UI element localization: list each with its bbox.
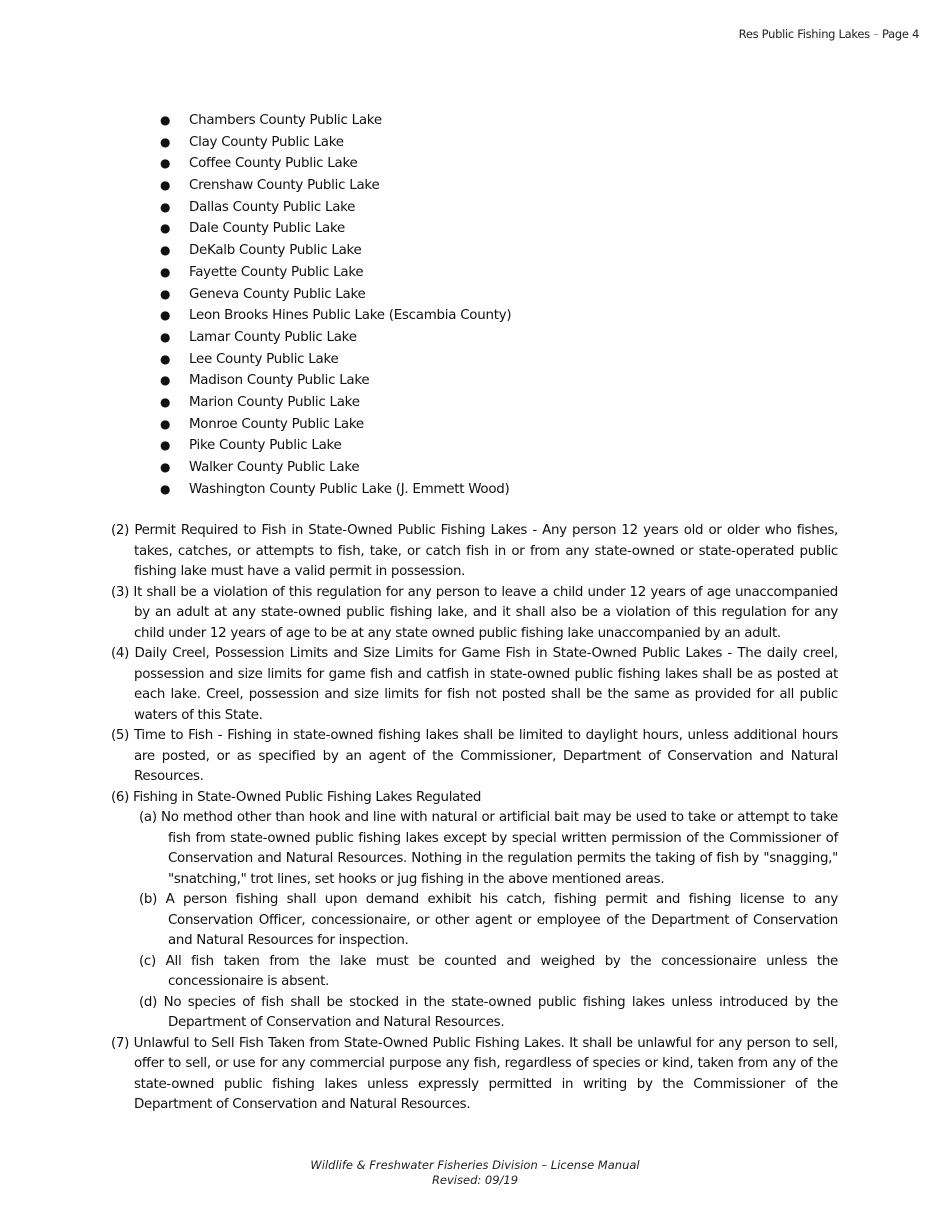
list-item [160, 262, 511, 284]
bullet-icon: ● [160, 221, 171, 236]
lake-name: Dallas County Public Lake [189, 199, 356, 215]
footer-manual-title: Wildlife & Freshwater Fisheries Division – License Manual [310, 1158, 640, 1172]
bullet-icon: ● [160, 394, 171, 409]
list-item [160, 457, 511, 479]
list-item [160, 305, 511, 327]
lake-name: Crenshaw County Public Lake [189, 178, 380, 194]
bullet-icon: ● [160, 329, 171, 344]
bullet-icon: ● [160, 351, 171, 366]
lake-name: Washington County Public Lake (J. Emmett Wood) [189, 481, 510, 497]
regulations-section [111, 521, 838, 1116]
bullet-icon: ● [160, 373, 171, 388]
rule-6b-inspection: (b) A person fishing shall upon demand exhibit his catch, fishing permit and fishing license to any Conservation Officer, concessionaire, or other agent or employee of the Department of Conservation and Natural Resources for inspection. [139, 892, 838, 948]
lake-name: Lee County Public Lake [189, 351, 339, 367]
lake-name: Monroe County Public Lake [189, 416, 364, 432]
list-item [160, 218, 511, 240]
bullet-icon: ● [160, 481, 171, 496]
lake-name: Geneva County Public Lake [189, 286, 366, 302]
list-item [160, 435, 511, 457]
lake-list [160, 110, 511, 500]
rule-5-time-to-fish: (5) Time to Fish - Fishing in state-owned fishing lakes shall be limited to daylight hours, unless additional hours are posted, or as specified by an agent of the Commissioner, Department of Conservation and Natural Resources. [111, 728, 838, 784]
header-title: Res Public Fishing Lakes [738, 27, 870, 41]
bullet-icon: ● [160, 243, 171, 258]
bullet-icon: ● [160, 308, 171, 323]
list-item [160, 175, 511, 197]
lake-name: Pike County Public Lake [189, 438, 342, 454]
list-item [160, 392, 511, 414]
rule-3-child-supervision: (3) It shall be a violation of this regulation for any person to leave a child under 12 years of age unaccompanied by an adult at any state-owned public fishing lake, and it shall also be a violation of this regulation for any child under 12 years of age to be at any state owned public fishing lake unaccompanied by an adult. [111, 584, 838, 641]
list-item [160, 240, 511, 262]
rule-2-permit-required: (2) Permit Required to Fish in State-Owned Public Fishing Lakes - Any person 12 years old or older who fishes, takes, catches, or attempts to fish, take, or catch fish in or from any state-owned or state-operated public fishing lake must have a valid permit in possession. [111, 523, 838, 579]
lake-name: Coffee County Public Lake [189, 156, 358, 172]
bullet-icon: ● [160, 134, 171, 149]
list-item [160, 153, 511, 175]
list-item [160, 197, 511, 219]
lake-name: DeKalb County Public Lake [189, 243, 362, 259]
bullet-icon: ● [160, 199, 171, 214]
bullet-icon: ● [160, 113, 171, 127]
bullet-icon: ● [160, 286, 171, 301]
rule-6d-stocking: (d) No species of fish shall be stocked in the state-owned public fishing lakes unless introduced by the Department of Conservation and Natural Resources. [139, 994, 838, 1030]
rule-4-creel-limits: (4) Daily Creel, Possession Limits and Size Limits for Game Fish in State-Owned Public Lakes - The daily creel, possession and size limits for game fish and catfish in state-owned public fishing lakes shall be as posted at each lake. Creel, possession and size limits for fish not posted shall be the same as provided for all public waters of this State. [111, 646, 838, 723]
list-item [160, 327, 511, 349]
rule-6c-counting: (c) All fish taken from the lake must be counted and weighed by the concessionaire unless the concessionaire is absent. [139, 953, 838, 989]
bullet-icon: ● [160, 416, 171, 431]
lake-name: Leon Brooks Hines Public Lake (Escambia County) [189, 308, 512, 324]
rule-6-fishing-regulated: (6) Fishing in State-Owned Public Fishing Lakes Regulated [111, 789, 482, 805]
page-header [739, 27, 919, 41]
list-item [160, 132, 511, 154]
lake-name: Lamar County Public Lake [189, 329, 357, 345]
rule-6a-methods: (a) No method other than hook and line with natural or artificial bait may be used to take or attempt to take fish from state-owned public fishing lakes except by special written permission of the Commissioner of Conservation and Natural Resources. Nothing in the regulation permits the taking of fish by "snagging," "snatching," trot lines, set hooks or jug fishing in the above mentioned areas. [139, 810, 838, 887]
list-item [160, 479, 511, 501]
lake-name: Madison County Public Lake [189, 373, 370, 389]
lake-name: Clay County Public Lake [189, 134, 344, 150]
rule-7-unlawful-sale: (7) Unlawful to Sell Fish Taken from State-Owned Public Fishing Lakes. It shall be unlawful for any person to sell, offer to sell, or use for any commercial purpose any fish, regardless of species or kind, taken from any of the state-owned public fishing lakes unless expressly permitted in writing by the Commissioner of the Department of Conservation and Natural Resources. [111, 1035, 838, 1112]
lake-name: Dale County Public Lake [189, 221, 345, 237]
list-item [160, 349, 511, 371]
bullet-icon: ● [160, 178, 171, 193]
list-item [160, 370, 511, 392]
bullet-icon: ● [160, 438, 171, 453]
lake-name: Fayette County Public Lake [189, 264, 364, 280]
lake-name: Walker County Public Lake [189, 460, 360, 475]
page-number: Page 4 [881, 27, 919, 41]
bullet-icon: ● [160, 460, 171, 474]
lake-name: Marion County Public Lake [189, 394, 360, 410]
footer-revision: Revised: 09/19 [431, 1173, 519, 1187]
list-item [160, 284, 511, 306]
lake-name: Chambers County Public Lake [189, 113, 382, 128]
bullet-icon: ● [160, 156, 171, 171]
page-footer [0, 1158, 950, 1188]
bullet-icon: ● [160, 264, 171, 279]
header-separator: – [873, 27, 879, 41]
list-item [160, 414, 511, 436]
list-item [160, 110, 511, 132]
